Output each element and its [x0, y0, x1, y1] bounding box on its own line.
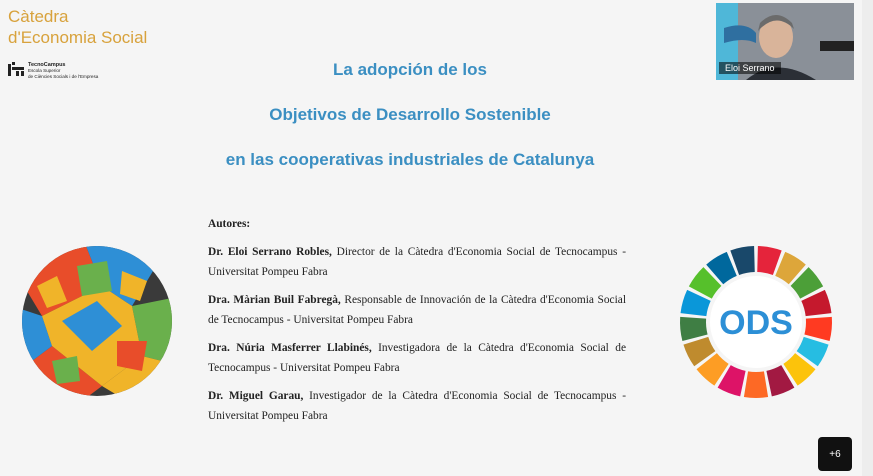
author-entry: Dra. Màrian Buil Fabregà, Responsable de Innovación de la Càtedra d'Economia Social de Tecnocampus - Universitat Pompeu Fabra [208, 294, 626, 326]
scrollbar[interactable] [862, 0, 873, 476]
authors-header: Autores: [208, 218, 251, 230]
sdg-wheel-icon [678, 244, 834, 400]
author-entry: Dra. Núria Masferrer Llabinés, Investigadora de la Càtedra d'Economia Social de Tecnocampus - Universitat Pompeu Fabra [208, 342, 626, 374]
tecnocampus-mark-icon [8, 62, 24, 76]
more-participants-button[interactable]: +6 [818, 437, 852, 471]
ods-label: ODS [719, 304, 793, 342]
slide-title-line-1: La adopción de los [333, 60, 487, 79]
sdg-segment [680, 317, 708, 341]
participant-name: Eloi Serrano [719, 62, 781, 74]
sdg-segment [744, 371, 768, 398]
author-entry: Dr. Miguel Garau, Investigador de la Càtedra d'Economia Social de Tecnocampus - Universitat Pompeu Fabra [208, 390, 626, 422]
sdg-segment [804, 317, 832, 341]
slide-title-line-2: Objetivos de Desarrollo Sostenible [269, 105, 551, 124]
authors-block [208, 218, 626, 434]
slide-title-line-3: en las cooperativas industriales de Catalunya [225, 150, 595, 169]
cooperative-hands-icon [22, 246, 172, 396]
participant-video-tile[interactable] [716, 3, 854, 80]
tecnocampus-name: TecnoCampus [28, 62, 66, 68]
tecnocampus-logo: TecnoCampus Escola Superior de Ciències Socials i de l'Empresa [8, 62, 138, 79]
author-entry: Dr. Eloi Serrano Robles, Director de la Càtedra d'Economia Social de Tecnocampus - Universitat Pompeu Fabra [208, 246, 626, 278]
catedra-logo: Càtedra d'Economia Social [8, 7, 148, 47]
